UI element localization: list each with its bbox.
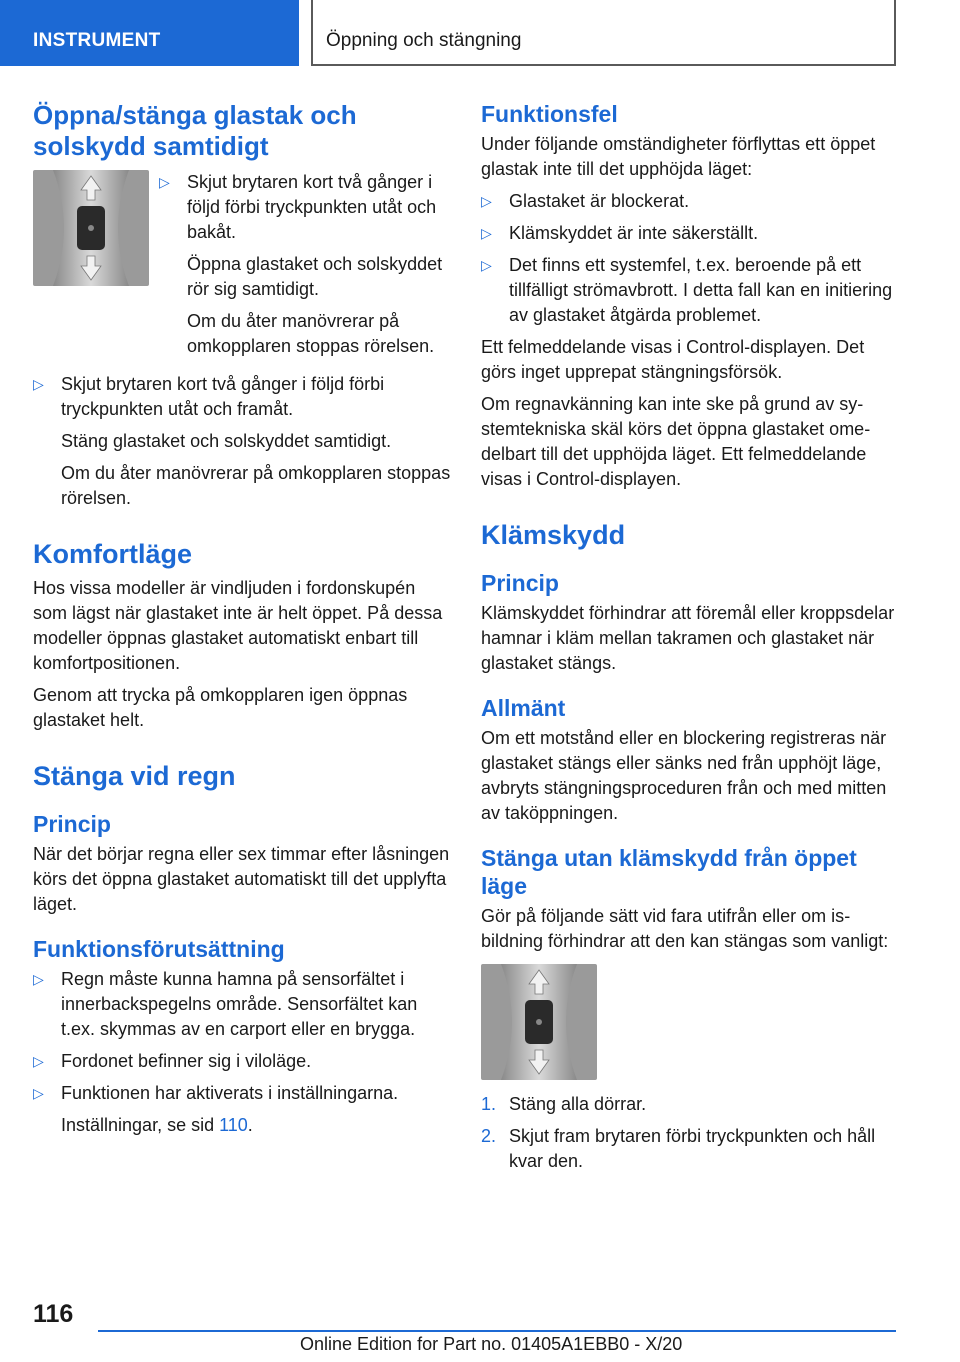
step-result: Stäng glastaket och solskyddet samtidigt.	[61, 431, 392, 451]
header-chapter-box	[311, 0, 896, 66]
heading-funktionsforutsattning: Funktionsförutsättning	[33, 936, 285, 962]
step-with-image	[33, 170, 451, 366]
triangle-bullet-icon: ▷	[481, 193, 492, 209]
step-number: 2.	[481, 1126, 497, 1146]
list-item	[33, 967, 451, 1042]
paragraph: Genom att trycka på omkopplaren igen öppnas glastaket helt.	[33, 685, 408, 730]
header-section-label: INSTRUMENT	[33, 30, 161, 51]
heading-princip: Princip	[33, 811, 111, 837]
triangle-bullet-icon: ▷	[33, 1053, 44, 1069]
list-item-text: Klämskyddet är inte säkerställt.	[509, 223, 759, 243]
right-column	[481, 100, 896, 1181]
settings-prefix: Inställningar, se sid	[61, 1115, 220, 1135]
numbered-step	[481, 1092, 896, 1117]
step-text: Stäng alla dörrar.	[509, 1094, 647, 1114]
list-item-text: Det finns ett systemfel, t.ex. beroende på ett tillfälligt strömavbrott. I detta fall kan en initiering av glastaket åtgärda problemet.	[509, 255, 893, 325]
list-item	[159, 170, 451, 359]
step-text: Skjut brytaren kort två gånger i följd förbi tryckpunkten utåt och bakåt.	[187, 172, 437, 242]
paragraph: Under följande omständigheter förflyttas ett öppet glastak inte till det upphöjda läget:	[481, 134, 876, 179]
list-item-text: Funktionen har aktiverats i inställningarna.	[61, 1083, 399, 1103]
list-item	[33, 372, 451, 511]
step-number: 1.	[481, 1094, 497, 1114]
step-note: Om du åter manövrerar på omkopplaren stoppas rörelsen.	[61, 463, 451, 508]
list-item	[33, 1081, 451, 1138]
footer-edition: Online Edition for Part no. 01405A1EBB0 - X/20	[300, 1334, 683, 1354]
triangle-bullet-icon: ▷	[33, 1085, 44, 1101]
header-section-tab	[0, 0, 299, 66]
paragraph: Om regnavkänning kan inte ske på grund av systemtekniska skäl körs det öppna glastaket omedelbart till det upphöjda läget. Ett felmeddelande visas i Control-displayen.	[481, 394, 871, 489]
switch-illustration	[33, 170, 149, 286]
page-number: 116	[33, 1300, 74, 1328]
page-link[interactable]: 110	[219, 1115, 248, 1135]
list-item	[481, 189, 896, 214]
step-text: Skjut brytaren kort två gånger i följd förbi tryckpunkten utåt och framåt.	[61, 374, 385, 419]
list-item-text: Glastaket är blockerat.	[509, 191, 690, 211]
list-item-text: Regn måste kunna hamna på sensorfältet i innerbackspegelns område. Sensorfältet kan t.ex. skymmas av en carport eller en brygga.	[61, 969, 418, 1039]
list-item	[481, 253, 896, 328]
triangle-bullet-icon: ▷	[481, 257, 492, 273]
section-title: Öppna/stänga glastak och solskydd samtidigt	[33, 100, 357, 161]
heading-allmant: Allmänt	[481, 695, 566, 721]
numbered-step	[481, 1124, 896, 1174]
settings-suffix: .	[247, 1115, 253, 1135]
heading-funktionsfel: Funktionsfel	[481, 101, 618, 127]
paragraph: Klämskyddet förhindrar att föremål eller kroppsdelar hamnar i kläm mellan takramen och glastaket när glastaket stängs.	[481, 603, 895, 673]
heading-princip: Princip	[481, 570, 559, 596]
triangle-bullet-icon: ▷	[159, 174, 170, 190]
switch-illustration	[481, 964, 597, 1080]
triangle-bullet-icon: ▷	[481, 225, 492, 241]
step-text: Skjut fram brytaren förbi tryckpunkten och håll kvar den.	[509, 1126, 876, 1171]
heading-stanga-utan-klamskydd: Stänga utan klämskydd från öppet läge	[481, 845, 857, 899]
triangle-bullet-icon: ▷	[33, 376, 44, 392]
paragraph: Om ett motstånd eller en blockering registreras när glastaket stängs eller sänks ned från upphöjt läge, avbryts stängningsproceduren från och med mitten av taköppningen.	[481, 728, 887, 823]
list-item	[33, 1049, 451, 1074]
step-result: Öppna glastaket och solskyddet rör sig samtidigt.	[187, 254, 443, 299]
settings-reference	[61, 1113, 451, 1138]
footer-divider	[98, 1330, 896, 1332]
step-note: Om du åter manövrerar på omkopplaren stoppas rörelsen.	[187, 311, 435, 356]
heading-komfortlage: Komfortläge	[33, 539, 193, 569]
left-column	[33, 100, 451, 1145]
heading-stanga-vid-regn: Stänga vid regn	[33, 761, 236, 791]
paragraph: Hos vissa modeller är vindljuden i fordonskupén som lägst när glastaket inte är helt öppet. På dessa modeller öppnas glastaket automatiskt enbart till komfortpositionen.	[33, 578, 443, 673]
list-item	[481, 221, 896, 246]
paragraph: Gör på följande sätt vid fara utifrån eller om isbildning förhindrar att den kan stängas som vanligt:	[481, 906, 889, 951]
paragraph: När det börjar regna eller sex timmar efter låsningen körs det öppna glastaket automatiskt till det upplyfta läget.	[33, 844, 450, 914]
triangle-bullet-icon: ▷	[33, 971, 44, 987]
list-item-text: Fordonet befinner sig i viloläge.	[61, 1051, 312, 1071]
paragraph: Ett felmeddelande visas i Control-displayen. Det görs inget upprepat stängningsförsök.	[481, 337, 865, 382]
header-chapter-label: Öppning och stängning	[326, 30, 522, 51]
heading-klamskydd: Klämskydd	[481, 520, 626, 550]
